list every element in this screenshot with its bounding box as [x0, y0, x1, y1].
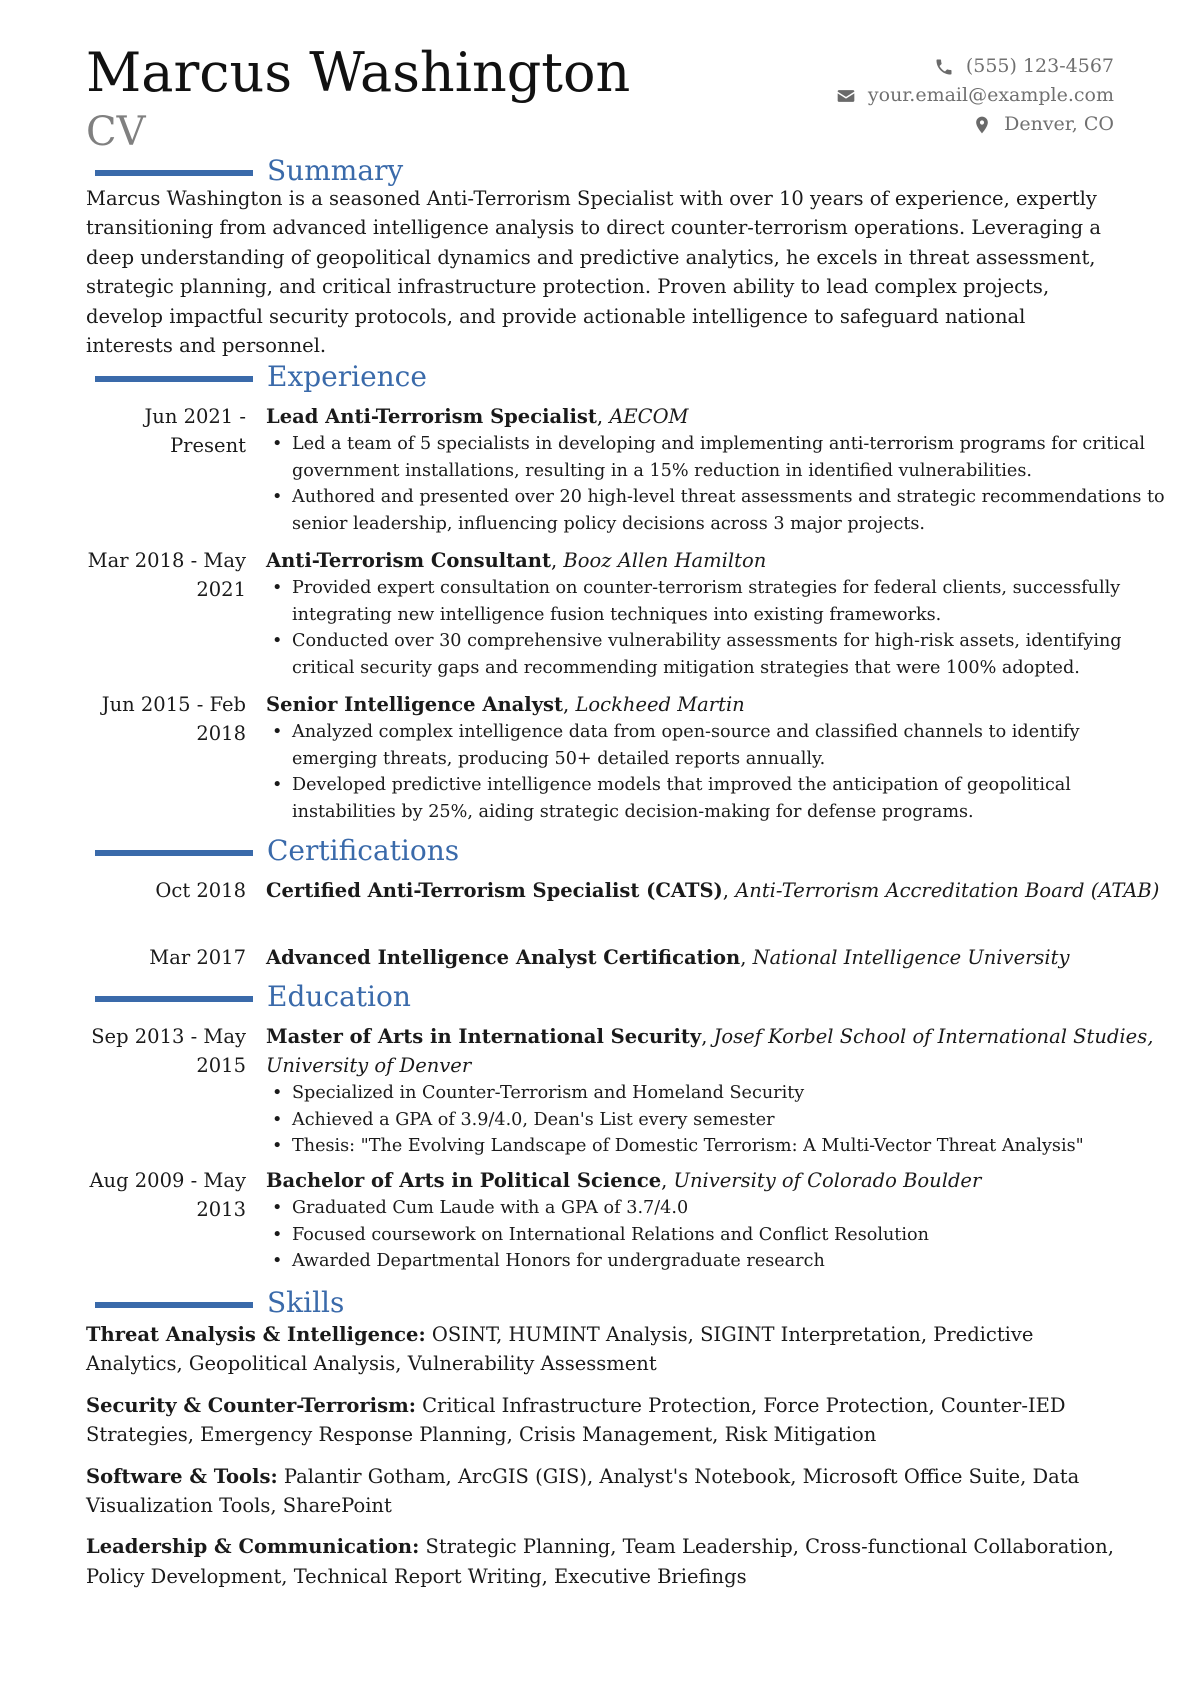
section-title: Education	[267, 980, 411, 1013]
entry-date: Sep 2013 - May 2015	[91, 1025, 246, 1077]
summary-text: Marcus Washington is a seasoned Anti-Terrorism Specialist with over 10 years of experience, expertly transitioning from advanced intelligence analysis to direct counter-terrorism operations. Leveraging a deep understanding of geopolitical dynamics and predictive analytics, he excels in threat assessment, strategic planning, and critical infrastructure protection. Proven ability to lead complex projects, develop impactful security protocols, and provide actionable intelligence to safeguard national interests and personnel.	[86, 187, 1101, 358]
section-bar	[95, 376, 253, 382]
skill-category: Leadership & Communication:	[86, 1535, 420, 1559]
bullet-item: • Awarded Departmental Honors for undergraduate research	[266, 1248, 1166, 1275]
skill-items: OSINT, HUMINT Analysis, SIGINT Interpretation, Predictive Analytics, Geopolitical Analysis, Vulnerability Assessment	[86, 1323, 1034, 1376]
entry-date: Mar 2018 - May 2021	[87, 549, 246, 601]
bullet-item: • Thesis: "The Evolving Landscape of Domestic Terrorism: A Multi-Vector Threat Analysis"	[266, 1133, 1166, 1160]
bullet-item: • Achieved a GPA of 3.9/4.0, Dean's List every semester	[266, 1107, 1166, 1134]
employer: Lockheed Martin	[575, 693, 745, 716]
map-pin-icon	[972, 115, 992, 135]
entry-heading: Advanced Intelligence Analyst Certification, National Intelligence University	[266, 946, 1070, 969]
skill-category: Software & Tools:	[86, 1464, 278, 1488]
section-title: Experience	[267, 360, 427, 393]
entry-date: Jun 2021 - Present	[144, 405, 246, 457]
phone-text[interactable]: (555) 123-4567	[965, 55, 1114, 77]
entry-bullets	[266, 1195, 1166, 1275]
entry-date: Oct 2018	[155, 879, 246, 902]
skills-list	[86, 1320, 1114, 1603]
location-text: Denver, CO	[1004, 113, 1114, 135]
skill-group	[86, 1532, 1114, 1591]
entry-bullets	[266, 719, 1166, 825]
entry-date: Mar 2017	[149, 946, 246, 969]
entry-heading: Lead Anti-Terrorism Specialist, AECOM	[266, 405, 689, 428]
bullet-item: • Conducted over 30 comprehensive vulnerability assessments for high-risk assets, identifying critical security gaps and recommending mitigation strategies that were 100% adopted.	[266, 628, 1166, 681]
bullet-item: • Provided expert consultation on counter-terrorism strategies for federal clients, successfully integrating new intelligence fusion techniques into existing frameworks.	[266, 575, 1166, 628]
section-bar	[95, 850, 253, 856]
job-title: Senior Intelligence Analyst	[266, 693, 564, 716]
skill-category: Threat Analysis & Intelligence:	[86, 1323, 426, 1346]
section-bar	[95, 1302, 253, 1308]
entry-bullets	[266, 575, 1166, 681]
entry-date: Aug 2009 - May 2013	[89, 1169, 246, 1221]
entry-heading: Certified Anti-Terrorism Specialist (CATS), Anti-Terrorism Accreditation Board (ATAB)	[266, 879, 1160, 902]
skill-group	[86, 1462, 1114, 1521]
entry-heading: Bachelor of Arts in Political Science, University of Colorado Boulder	[266, 1169, 982, 1192]
section-bar	[95, 170, 253, 176]
section-header-education	[95, 980, 1095, 1014]
degree: Bachelor of Arts in Political Science	[266, 1169, 662, 1192]
section-header-experience	[95, 360, 1095, 394]
envelope-icon	[836, 86, 856, 106]
bullet-item: • Developed predictive intelligence models that improved the anticipation of geopolitical instabilities by 25%, aiding strategic decision-making for defense programs.	[266, 772, 1166, 825]
contact-email	[836, 81, 1114, 110]
skill-category: Security & Counter-Terrorism:	[86, 1393, 416, 1417]
entry-date: Jun 2015 - Feb 2018	[101, 693, 246, 745]
skill-items: Palantir Gotham, ArcGIS (GIS), Analyst's Notebook, Microsoft Office Suite, Data Visualization Tools, SharePoint	[86, 1464, 1080, 1518]
email-link[interactable]: your.email@example.com	[867, 84, 1114, 106]
entry-bullets	[266, 1080, 1166, 1160]
bullet-item: • Analyzed complex intelligence data from open-source and classified channels to identify emerging threats, producing 50+ detailed reports annually.	[266, 719, 1166, 772]
section-header-skills	[95, 1286, 1095, 1320]
phone-icon	[934, 57, 954, 77]
section-title: Certifications	[267, 834, 460, 867]
section-title: Summary	[267, 154, 404, 187]
certifying-body: Anti-Terrorism Accreditation Board (ATAB)	[735, 879, 1160, 902]
job-title: Lead Anti-Terrorism Specialist	[266, 405, 597, 428]
skill-group	[86, 1391, 1114, 1450]
certification-name: Advanced Intelligence Analyst Certification	[266, 946, 741, 969]
skill-group	[86, 1320, 1114, 1379]
skill-items: Critical Infrastructure Protection, Force Protection, Counter-IED Strategies, Emergency Response Planning, Crisis Management, Risk Mitigation	[86, 1393, 1066, 1447]
degree: Master of Arts in International Security	[266, 1025, 702, 1048]
section-header-summary	[95, 154, 1095, 188]
certification-name: Certified Anti-Terrorism Specialist (CATS)	[266, 879, 723, 902]
entry-bullets	[266, 431, 1166, 537]
job-title: Anti-Terrorism Consultant	[266, 549, 551, 572]
bullet-item: • Authored and presented over 20 high-level threat assessments and strategic recommendations to senior leadership, influencing policy decisions across 3 major projects.	[266, 484, 1166, 537]
contact-location	[836, 110, 1114, 139]
school: Josef Korbel School of International Studies, University of Denver	[266, 1025, 1154, 1077]
employer: Booz Allen Hamilton	[563, 549, 767, 572]
section-header-certifications	[95, 834, 1095, 868]
skill-items: Strategic Planning, Team Leadership, Cross-functional Collaboration, Policy Development, Technical Report Writing, Executive Briefings	[86, 1535, 1114, 1588]
section-title: Skills	[267, 1286, 345, 1319]
bullet-item: • Focused coursework on International Relations and Conflict Resolution	[266, 1222, 1166, 1249]
candidate-name: Marcus Washington	[86, 41, 631, 104]
school: University of Colorado Boulder	[673, 1169, 982, 1192]
bullet-item: • Led a team of 5 specialists in developing and implementing anti-terrorism programs for critical government installations, resulting in a 15% reduction in identified vulnerabilities.	[266, 431, 1166, 484]
certifying-body: National Intelligence University	[752, 946, 1070, 969]
entry-heading: Master of Arts in International Security, Josef Korbel School of International Studies, University of Denver	[266, 1025, 1154, 1077]
document-label: CV	[86, 109, 146, 155]
contact-block	[836, 52, 1114, 139]
section-bar	[95, 996, 253, 1002]
entry-heading: Senior Intelligence Analyst, Lockheed Martin	[266, 693, 745, 716]
bullet-item: • Specialized in Counter-Terrorism and Homeland Security	[266, 1080, 1166, 1107]
entry-heading: Anti-Terrorism Consultant, Booz Allen Hamilton	[266, 549, 767, 572]
contact-phone	[836, 52, 1114, 81]
bullet-item: • Graduated Cum Laude with a GPA of 3.7/4.0	[266, 1195, 1166, 1222]
employer: AECOM	[609, 405, 689, 428]
